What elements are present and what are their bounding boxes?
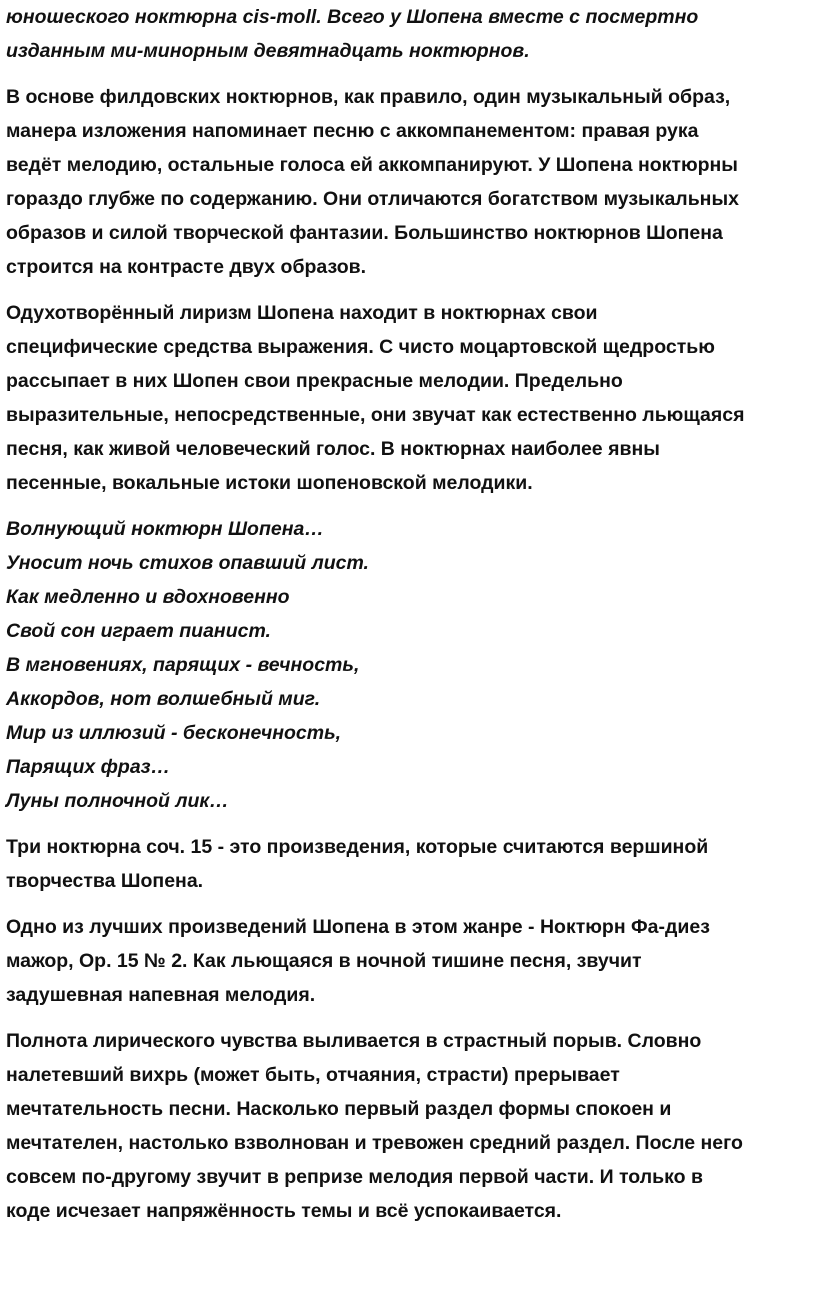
text-line: Полнота лирического чувства выливается в страстный порыв. Словно bbox=[6, 1030, 702, 1052]
poem-line: Луны полночной лик… bbox=[6, 790, 229, 812]
text-line: выразительные, непосредственные, они звучат как естественно льющаяся bbox=[6, 404, 745, 426]
text-line: налетевший вихрь (может быть, отчаяния, страсти) прерывает bbox=[6, 1064, 620, 1086]
text-line: строится на контрасте двух образов. bbox=[6, 256, 367, 278]
paragraph-lyricism bbox=[6, 296, 810, 500]
text-line: юношеского ноктюрна cis-moll. Всего у Шопена вместе с посмертно bbox=[6, 6, 699, 28]
text-line: мажор, Op. 15 № 2. Как льющаяся в ночной тишине песня, звучит bbox=[6, 950, 642, 972]
text-line: Одухотворённый лиризм Шопена находит в ноктюрнах свои bbox=[6, 302, 598, 324]
text-line: коде исчезает напряжённость темы и всё успокаивается. bbox=[6, 1200, 562, 1222]
text-line: ведёт мелодию, остальные голоса ей аккомпанируют. У Шопена ноктюрны bbox=[6, 154, 738, 176]
text-line: изданным ми-минорным девятнадцать ноктюрнов. bbox=[6, 40, 530, 62]
text-line: В основе филдовских ноктюрнов, как правило, один музыкальный образ, bbox=[6, 86, 731, 108]
text-line: Одно из лучших произведений Шопена в этом жанре - Ноктюрн Фа-диез bbox=[6, 916, 710, 938]
text-line: совсем по-другому звучит в репризе мелодия первой части. И только в bbox=[6, 1166, 703, 1188]
poem-line: Уносит ночь стихов опавший лист. bbox=[6, 552, 369, 574]
poem-line: Мир из иллюзий - бесконечность, bbox=[6, 722, 342, 744]
text-line: манера изложения напоминает песню с аккомпанементом: правая рука bbox=[6, 120, 699, 142]
text-line: мечтателен, настолько взволнован и тревожен средний раздел. После него bbox=[6, 1132, 743, 1154]
paragraph-f-sharp-major bbox=[6, 910, 810, 1012]
poem-line: Как медленно и вдохновенно bbox=[6, 586, 290, 608]
text-line: песня, как живой человеческий голос. В ноктюрнах наиболее явны bbox=[6, 438, 660, 460]
text-line: специфические средства выражения. С чисто моцартовской щедростью bbox=[6, 336, 715, 358]
poem-line: Свой сон играет пианист. bbox=[6, 620, 271, 642]
poem-line: В мгновениях, парящих - вечность, bbox=[6, 654, 360, 676]
text-line: рассыпает в них Шопен свои прекрасные мелодии. Предельно bbox=[6, 370, 623, 392]
intro-paragraph bbox=[6, 0, 810, 68]
poem bbox=[6, 512, 810, 818]
text-line: Три ноктюрна соч. 15 - это произведения, которые считаются вершиной bbox=[6, 836, 709, 858]
paragraph-field-nocturnes bbox=[6, 80, 810, 284]
text-line: образов и силой творческой фантазии. Большинство ноктюрнов Шопена bbox=[6, 222, 723, 244]
text-line: песенные, вокальные истоки шопеновской мелодики. bbox=[6, 472, 533, 494]
paragraph-middle-section bbox=[6, 1024, 810, 1228]
paragraph-op15 bbox=[6, 830, 810, 898]
text-line: мечтательность песни. Насколько первый раздел формы спокоен и bbox=[6, 1098, 672, 1120]
poem-line: Аккордов, нот волшебный миг. bbox=[6, 688, 321, 710]
poem-line: Парящих фраз… bbox=[6, 756, 171, 778]
text-line: творчества Шопена. bbox=[6, 870, 204, 892]
text-line: гораздо глубже по содержанию. Они отличаются богатством музыкальных bbox=[6, 188, 739, 210]
text-line: задушевная напевная мелодия. bbox=[6, 984, 316, 1006]
poem-line: Волнующий ноктюрн Шопена… bbox=[6, 518, 324, 540]
